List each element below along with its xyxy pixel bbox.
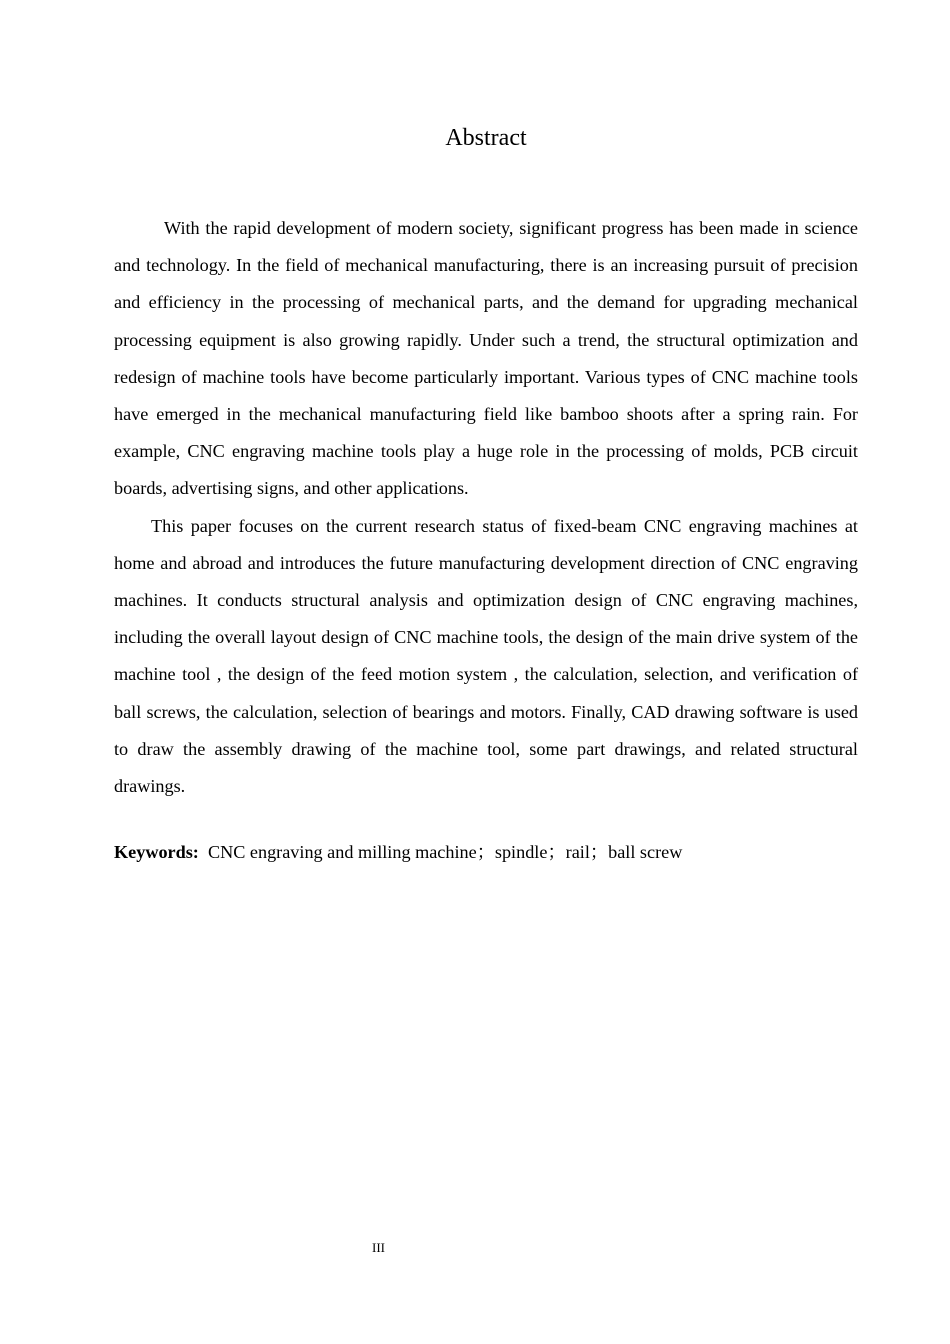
keyword-separator: ； bbox=[476, 842, 495, 862]
keyword-item: CNC engraving and milling machine bbox=[207, 842, 477, 862]
abstract-paragraph-1: With the rapid development of modern society, significant progress has been made in science and technology. In the field of mechanical manufacturing, there is an increasing pursuit of precision and efficiency in the processing of mechanical parts, and the demand for upgrading mechanical processing equipment is also growing rapidly. Under such a trend, the structural optimization and redesign of machine tools have become particularly important. Various types of CNC machine tools have emerged in the mechanical manufacturing field like bamboo shoots after a spring rain. For example, CNC engraving machine tools play a huge role in the processing of molds, PCB circuit boards, advertising signs, and other applications. bbox=[114, 218, 858, 499]
keyword-item: rail bbox=[565, 842, 590, 862]
keywords-label: Keywords: bbox=[114, 842, 199, 862]
abstract-body bbox=[114, 210, 858, 805]
page-number: III bbox=[372, 1240, 385, 1255]
keyword-separator: ； bbox=[547, 842, 566, 862]
keyword-separator: ； bbox=[589, 842, 609, 862]
keyword-item: spindle bbox=[494, 842, 548, 862]
keywords-line bbox=[114, 838, 682, 866]
abstract-paragraph-2: This paper focuses on the current research status of fixed-beam CNC engraving machines at home and abroad and introduces the future manufacturing development direction of CNC engraving machines. It conducts structural analysis and optimization design of CNC engraving machines, including the overall layout design of CNC machine tools, the design of the main drive system of the machine tool , the design of the feed motion system , the calculation, selection, and verification of ball screws, the calculation, selection of bearings and motors. Finally, CAD drawing software is used to draw the assembly drawing of the machine tool, some part drawings, and related structural drawings. bbox=[114, 515, 858, 797]
keyword-item: ball screw bbox=[608, 842, 683, 862]
abstract-title: Abstract bbox=[445, 125, 527, 151]
